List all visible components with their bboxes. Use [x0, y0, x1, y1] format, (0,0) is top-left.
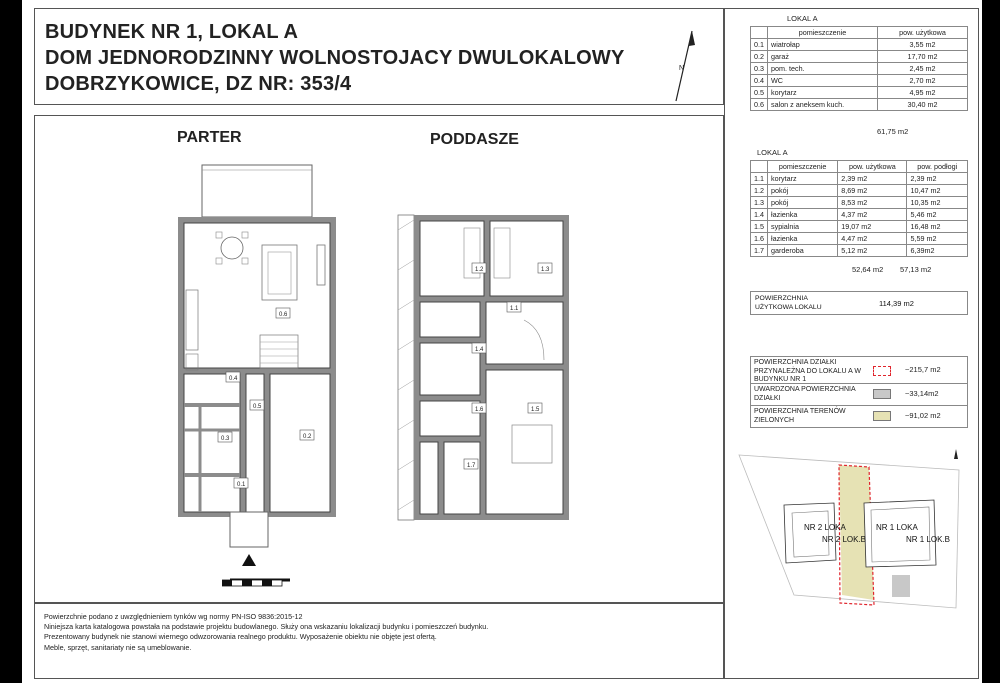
- room-floor-area: 5,59 m2: [907, 233, 968, 245]
- room-name: wiatrołap: [768, 39, 878, 51]
- room-area: 2,39 m2: [838, 173, 907, 185]
- legend-plot-area-label: POWIERZCHNIA DZIAŁKI PRZYNALEŻNA DO LOKALU A W BUDYNKU NR 1: [754, 359, 861, 383]
- room-label-1-4: [472, 343, 486, 353]
- room-number: 0.5: [751, 87, 768, 99]
- table-upper-row: [751, 173, 968, 185]
- room-area: 5,12 m2: [838, 245, 907, 257]
- notes: [44, 612, 624, 653]
- ground-floor-plan: [172, 160, 347, 590]
- table-ground-total: 61,75 m2: [877, 127, 909, 136]
- table-ground-row: [751, 51, 968, 63]
- room-1-1-text: 1.1: [510, 306, 519, 312]
- room-0-2-text: 0.2: [303, 434, 312, 440]
- room-area: 2,70 m2: [878, 75, 968, 87]
- room-area: 8,69 m2: [838, 185, 907, 197]
- note-2: Niniejsza karta katalogowa powstała na podstawie projektu budowlanego. Służy ona wskazaniu lokalizacji budynku i pomieszczeń budynku.: [44, 622, 489, 632]
- note-4: Meble, sprzęt, sanitariaty nie są umeblowanie.: [44, 642, 192, 652]
- ground-floor-title: PARTER: [177, 129, 242, 146]
- room-number: 1.1: [751, 173, 768, 185]
- table-upper-col-name: pomieszczenie: [768, 161, 838, 173]
- site-plan: [734, 445, 974, 615]
- room-label-1-6: [472, 403, 486, 413]
- room-number: 0.6: [751, 99, 768, 111]
- room-number: 1.3: [751, 197, 768, 209]
- room-name: pokój: [768, 197, 838, 209]
- room-floor-area: 10,47 m2: [907, 185, 968, 197]
- room-label-1-5: [528, 403, 542, 413]
- room-floor-area: 6,39m2: [907, 245, 968, 257]
- site-label-nr1-lokb: NR 1 LOK.B: [906, 535, 951, 544]
- legend-green-label: POWIERZCHNIA TERENÓW ZIELONYCH: [754, 408, 846, 424]
- room-name: sypialnia: [768, 221, 838, 233]
- table-upper-row: [751, 209, 968, 221]
- note-1: Powierzchnie podano z uwzględnieniem tynków wg normy PN-ISO 9836:2015-12: [44, 612, 303, 621]
- room-0-3-text: 0.3: [221, 436, 230, 442]
- table-ground-caption: LOKAL A: [787, 14, 818, 23]
- room-label-0-2: [300, 430, 314, 440]
- room-area: 17,70 m2: [878, 51, 968, 63]
- room-1-6-text: 1.6: [475, 407, 484, 413]
- room-number: 0.3: [751, 63, 768, 75]
- room-label-0-5: [250, 400, 264, 410]
- room-number: 1.4: [751, 209, 768, 221]
- usable-area-label-1: POWIERZCHNIA: [755, 295, 808, 302]
- room-number: 1.7: [751, 245, 768, 257]
- table-ground-row: [751, 87, 968, 99]
- site-label-nr2-lokb: NR 2 LOK.B: [822, 535, 867, 544]
- table-upper-col-no: [751, 161, 768, 173]
- upper-floor-plan: [394, 210, 574, 525]
- room-name: korytarz: [768, 87, 878, 99]
- table-ground-row: [751, 99, 968, 111]
- legend-plot-area-value: ~215,7 m2: [905, 365, 941, 374]
- room-1-2-text: 1.2: [475, 267, 484, 273]
- svg-text:N: N: [679, 65, 685, 72]
- table-upper-row: [751, 233, 968, 245]
- legend-hardened-value: ~33,14m2: [905, 389, 939, 398]
- room-label-0-1: [234, 478, 248, 488]
- site-label-nr2-loka: NR 2 LOKA: [804, 523, 846, 532]
- room-name: garderoba: [768, 245, 838, 257]
- plans-frame: [34, 115, 724, 603]
- legend-plot-area: [750, 356, 968, 384]
- legend-hardened: [750, 384, 968, 406]
- note-3: Prezentowany budynek nie stanowi wiernego odwzorowania realnego produktu. Wyposażenie obiektu nie objęte jest ofertą.: [44, 632, 437, 642]
- table-upper-col-floor: pow. podłogi: [907, 161, 968, 173]
- room-label-1-2: [472, 263, 486, 273]
- room-0-1-text: 0.1: [237, 482, 246, 488]
- room-number: 1.2: [751, 185, 768, 197]
- room-area: 4,95 m2: [878, 87, 968, 99]
- table-ground-col-no: [751, 27, 768, 39]
- room-label-1-7: [464, 459, 478, 469]
- upper-floor-title: PODDASZE: [430, 131, 519, 148]
- room-area: 30,40 m2: [878, 99, 968, 111]
- room-0-5-text: 0.5: [253, 404, 262, 410]
- legend-green-value: ~91,02 m2: [905, 411, 941, 420]
- table-upper-row: [751, 245, 968, 257]
- table-ground-col-area: pow. użytkowa: [878, 27, 968, 39]
- room-name: łazienka: [768, 209, 838, 221]
- table-upper-caption: LOKAL A: [757, 148, 788, 157]
- legend-green: [750, 406, 968, 428]
- room-number: 1.5: [751, 221, 768, 233]
- table-ground-row: [751, 75, 968, 87]
- title-line-2: DOM JEDNORODZINNY WOLNOSTOJACY DWULOKALOWY: [45, 47, 625, 69]
- table-ground-col-name: pomieszczenie: [768, 27, 878, 39]
- room-name: korytarz: [768, 173, 838, 185]
- room-name: garaż: [768, 51, 878, 63]
- room-floor-area: 5,46 m2: [907, 209, 968, 221]
- legend-hardened-label: UWARDZONA POWIERZCHNIA DZIAŁKI: [754, 386, 856, 402]
- room-1-4-text: 1.4: [475, 347, 484, 353]
- table-upper-col-area: pow. użytkowa: [838, 161, 907, 173]
- usable-area-value: 114,39 m2: [879, 299, 914, 308]
- room-name: łazienka: [768, 233, 838, 245]
- room-name: pokój: [768, 185, 838, 197]
- room-number: 0.2: [751, 51, 768, 63]
- room-1-5-text: 1.5: [531, 407, 540, 413]
- room-label-0-3: [218, 432, 232, 442]
- room-area: 8,53 m2: [838, 197, 907, 209]
- room-number: 0.1: [751, 39, 768, 51]
- room-floor-area: 16,48 m2: [907, 221, 968, 233]
- table-upper-row: [751, 221, 968, 233]
- room-area: 19,07 m2: [838, 221, 907, 233]
- title-line-3: DOBRZYKOWICE, DZ NR: 353/4: [45, 73, 352, 95]
- table-upper-row: [751, 185, 968, 197]
- room-name: pom. tech.: [768, 63, 878, 75]
- room-label-1-3: [538, 263, 552, 273]
- usable-area-box: [750, 291, 968, 315]
- table-upper-total-area: 52,64 m2: [852, 265, 884, 274]
- table-ground-row: [751, 39, 968, 51]
- room-number: 1.6: [751, 233, 768, 245]
- room-area: 2,45 m2: [878, 63, 968, 75]
- table-ground-row: [751, 63, 968, 75]
- scale-bar: [222, 578, 292, 590]
- room-0-6-text: 0.6: [279, 312, 288, 318]
- legend-hardened-swatch: [873, 389, 891, 399]
- usable-area-label-2: UŻYTKOWA LOKALU: [755, 304, 822, 311]
- room-number: 0.4: [751, 75, 768, 87]
- room-label-0-6: [276, 308, 290, 318]
- legend-green-swatch: [873, 411, 891, 421]
- room-name: WC: [768, 75, 878, 87]
- catalog-sheet: [22, 0, 982, 683]
- room-floor-area: 10,35 m2: [907, 197, 968, 209]
- room-floor-area: 2,39 m2: [907, 173, 968, 185]
- room-0-4-text: 0.4: [229, 376, 238, 382]
- room-label-0-4: [226, 372, 240, 382]
- table-upper: [750, 160, 968, 257]
- title-line-1: BUDYNEK NR 1, LOKAL A: [45, 21, 299, 43]
- table-ground: [750, 26, 968, 111]
- room-1-3-text: 1.3: [541, 267, 550, 273]
- table-upper-row: [751, 197, 968, 209]
- room-label-1-1: [507, 302, 521, 312]
- room-1-7-text: 1.7: [467, 463, 476, 469]
- room-area: 4,47 m2: [838, 233, 907, 245]
- room-area: 3,55 m2: [878, 39, 968, 51]
- site-label-nr1-loka: NR 1 LOKA: [876, 523, 918, 532]
- north-arrow-icon: [662, 26, 707, 106]
- room-area: 4,37 m2: [838, 209, 907, 221]
- table-upper-total-floor: 57,13 m2: [900, 265, 932, 274]
- legend-plot-area-swatch: [873, 366, 891, 376]
- room-name: salon z aneksem kuch.: [768, 99, 878, 111]
